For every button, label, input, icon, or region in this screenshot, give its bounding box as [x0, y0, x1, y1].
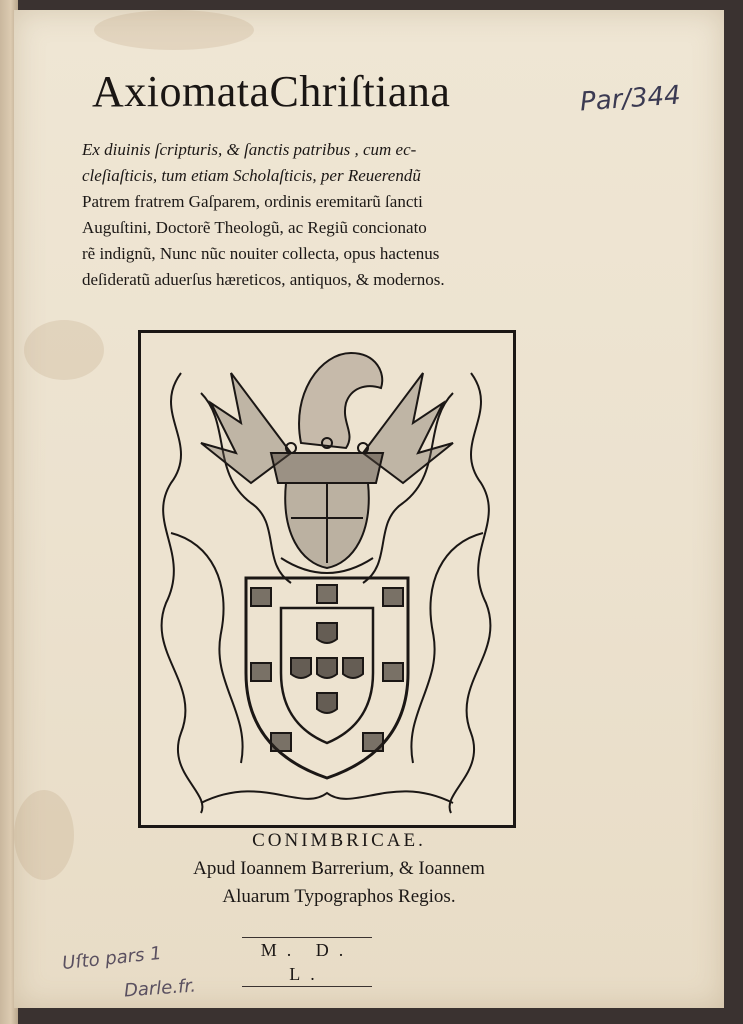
imprint-printers-line-2: Aluarum Typographos Regios.: [222, 886, 456, 907]
foxing-stain: [24, 320, 104, 380]
subtitle-line-4: Auguſtini, Doctorẽ Theologũ, ac Regiũ concionato: [82, 218, 427, 237]
publication-date: M. D. L.: [242, 937, 372, 987]
book-title: AxiomataChriſtiana: [92, 67, 451, 116]
provenance-inscription-line-1: Uſto pars 1: [61, 942, 163, 975]
subtitle-line-6: deſideratũ aduerſus hæreticos, antiquos, & modernos.: [82, 270, 445, 289]
provenance-inscription-line-2: Darle.fr.: [123, 975, 197, 1002]
subtitle-line-1: Ex diuinis ſcripturis, & ſanctis patribus , cum ec-: [82, 140, 417, 159]
subtitle-line-2: cleſiaſticis, tum etiam Scholaſticis, per Reuerendũ: [82, 166, 421, 185]
title-page: [14, 10, 724, 1008]
subtitle-line-3: Patrem fratrem Gaſparem, ordinis eremitarũ ſancti: [82, 192, 423, 211]
coat-of-arms-woodcut: [138, 330, 516, 828]
imprint-printers-line-1: Apud Ioannem Barrerium, & Ioannem: [193, 858, 485, 879]
subtitle-line-5: rẽ indignũ, Nunc nũc nouiter collecta, opus hactenus: [82, 244, 440, 263]
imprint-city: CONIMBRICAE.: [252, 830, 426, 851]
coat-of-arms-icon: [141, 333, 513, 825]
foxing-stain: [94, 10, 254, 50]
handwritten-shelfmark: Par/344: [579, 80, 682, 118]
